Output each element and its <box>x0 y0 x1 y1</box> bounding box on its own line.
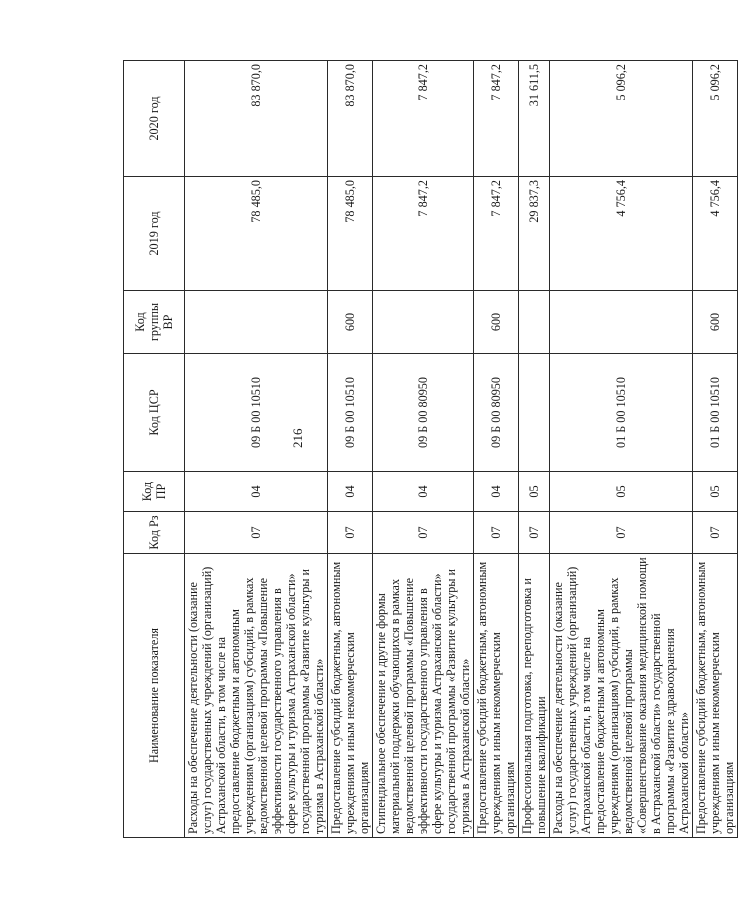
row-vr: 600 <box>693 291 738 354</box>
row-2019: 78 485,0 <box>185 177 328 291</box>
row-2020: 7 847,2 <box>474 61 519 177</box>
row-csr: 09 Б 00 80950 <box>373 354 474 472</box>
header-csr: Код ЦСР <box>124 354 185 472</box>
row-name: Предоставление субсидий бюджетным, автономным учреждениям и иным некоммерческим организациям <box>328 554 373 838</box>
row-rz: 07 <box>519 512 550 554</box>
row-pr: 05 <box>519 472 550 512</box>
row-name: Расходы на обеспечение деятельности (оказание услуг) государственных учреждений (организаций) Астраханской области, в том числе на предоставление бюджетным и автономным учреждениям (организациям) субсидий, в рамках ведомственной целевой программы «Совершенствование оказания медицинской помощи в Астраханской области» государственной программы «Развитие здравоохранения Астраханской области» <box>550 554 693 838</box>
row-csr: 09 Б 00 10510 <box>185 354 328 472</box>
row-vr: 600 <box>474 291 519 354</box>
row-rz: 07 <box>328 512 373 554</box>
header-row <box>124 61 185 838</box>
row-pr: 05 <box>693 472 738 512</box>
row-2019: 7 847,2 <box>373 177 474 291</box>
row-vr: 600 <box>328 291 373 354</box>
row-vr <box>519 291 550 354</box>
table-row <box>328 61 373 838</box>
row-csr: 01 Б 00 10510 <box>693 354 738 472</box>
row-2019: 78 485,0 <box>328 177 373 291</box>
row-name: Предоставление субсидий бюджетным, автономным учреждениям и иным некоммерческим организациям <box>693 554 738 838</box>
row-2020: 5 096,2 <box>550 61 693 177</box>
table-row <box>550 61 693 838</box>
table-row <box>474 61 519 838</box>
row-2020: 5 096,2 <box>693 61 738 177</box>
header-name: Наименование показателя <box>124 554 185 838</box>
row-name: Предоставление субсидий бюджетным, автономным учреждениям и иным некоммерческим организациям <box>474 554 519 838</box>
header-2019: 2019 год <box>124 177 185 291</box>
row-2020: 83 870,0 <box>328 61 373 177</box>
row-vr <box>185 291 328 354</box>
row-csr: 01 Б 00 10510 <box>550 354 693 472</box>
row-pr: 04 <box>373 472 474 512</box>
row-2019: 4 756,4 <box>693 177 738 291</box>
header-vr: Код группы ВР <box>124 291 185 354</box>
row-pr: 05 <box>550 472 693 512</box>
budget-table <box>123 60 738 838</box>
row-2019: 7 847,2 <box>474 177 519 291</box>
row-pr: 04 <box>474 472 519 512</box>
row-pr: 04 <box>185 472 328 512</box>
header-2020: 2020 год <box>124 61 185 177</box>
row-name: Профессиональная подготовка, переподготовка и повышение квалификации <box>519 554 550 838</box>
row-vr <box>550 291 693 354</box>
row-vr <box>373 291 474 354</box>
row-pr: 04 <box>328 472 373 512</box>
row-2019: 4 756,4 <box>550 177 693 291</box>
row-2019: 29 837,3 <box>519 177 550 291</box>
row-rz: 07 <box>474 512 519 554</box>
row-csr: 09 Б 00 80950 <box>474 354 519 472</box>
table-row <box>519 61 550 838</box>
page-number: 216 <box>290 428 305 448</box>
table-row <box>185 61 328 838</box>
row-rz: 07 <box>550 512 693 554</box>
row-name: Стипендиальное обеспечение и другие формы материальной поддержки обучающихся в рамках ведомственной целевой программы «Повышение эффективности государственного управления в сфере культуры и туризма Астраханской области» государственной программы «Развитие культуры и туризма в Астраханской области» <box>373 554 474 838</box>
row-name: Расходы на обеспечение деятельности (оказание услуг) государственных учреждений (организаций) Астраханской области, в том числе на предоставление бюджетным и автономным учреждениям (организациям) субсидий, в рамках ведомственной целевой программы «Повышение эффективности государственного управления в сфере культуры и туризма Астраханской области» государственной программы «Развитие культуры и туризма в Астраханской области» <box>185 554 328 838</box>
row-2020: 7 847,2 <box>373 61 474 177</box>
rotated-table-container <box>123 61 736 838</box>
header-rz: Код Рз <box>124 512 185 554</box>
row-2020: 31 611,5 <box>519 61 550 177</box>
row-csr <box>519 354 550 472</box>
header-pr: Код ПР <box>124 472 185 512</box>
row-csr: 09 Б 00 10510 <box>328 354 373 472</box>
table-row <box>693 61 738 838</box>
row-rz: 07 <box>373 512 474 554</box>
row-rz: 07 <box>185 512 328 554</box>
row-2020: 83 870,0 <box>185 61 328 177</box>
table-row <box>373 61 474 838</box>
row-rz: 07 <box>693 512 738 554</box>
